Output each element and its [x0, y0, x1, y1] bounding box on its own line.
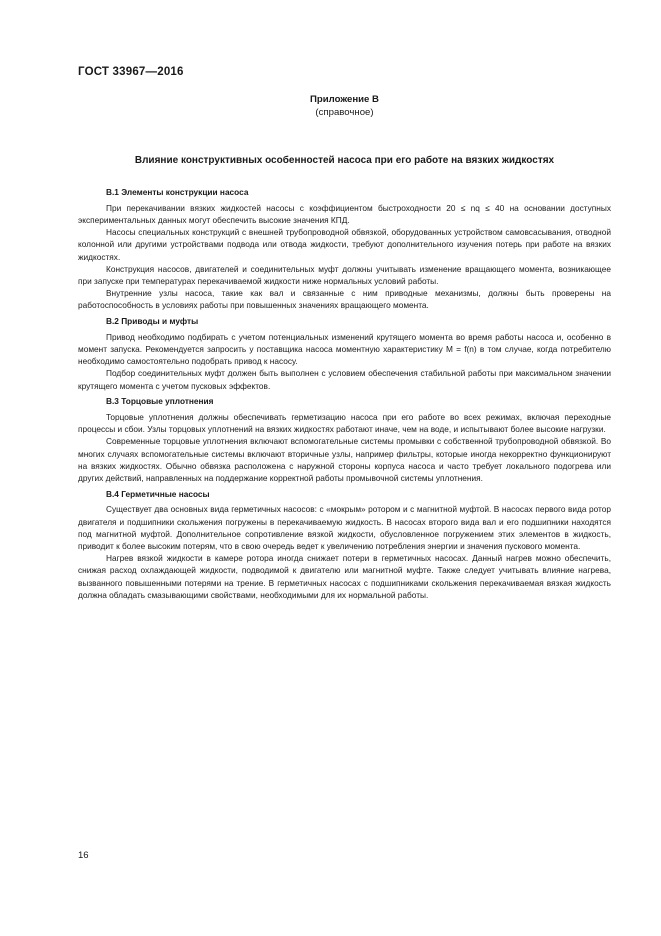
section-heading: В.4 Герметичные насосы [106, 488, 210, 499]
appendix-heading [78, 93, 611, 119]
section-heading: В.3 Торцовые уплотнения [106, 396, 214, 407]
paragraph: Современные торцовые уплотнения включают вспомогательные системы промывки с собственной трубопроводной обвязкой. Во многих случаях вспомогательные системы включают вторичные узлы, например фильтры, которые иногда некорректно функционируют на вязких жидкостях. Обычно обвязка расположена с наружной стороны корпуса насоса и часто требует локального подогрева или других действий, направленных на поддержание корректной работы промывочной системы уплотнения. [78, 436, 611, 483]
paragraph: Подбор соединительных муфт должен быть выполнен с условием обеспечения стабильной работы при максимальном значении крутящего момента с учетом пусковых эффектов. [78, 368, 611, 391]
paragraph: Насосы специальных конструкций с внешней трубопроводной обвязкой, оборудованных устройством самовсасывания, отводной колонной или другими устройствами подвода или отвода жидкости, требуют дополнительного изучения потерь при работе на вязких жидкостях. [78, 227, 611, 262]
paragraph [78, 202, 611, 226]
paragraph: Внутренние узлы насоса, такие как вал и связанные с ним приводные механизмы, должны быть проверены на работоспособность в условиях работы при повышенных значениях вращающего момента. [78, 288, 611, 311]
paragraph: Существует два основных вида герметичных насосов: с «мокрым» ротором и с магнитной муфтой. В насосах первого вида ротор двигателя и подшипники скольжения погружены в перекачиваемую жидкость. В насосах второго вида вал и его подшипники находятся под магнитной муфтой. Дополнительное сопротивление вязкой жидкости, обусловленное погружением этих элементов в жидкость, приводит к более высоким потерям, что в свою очередь ведет к увеличению потребления энергии и значения пускового момента. [78, 504, 611, 551]
paragraph: Привод необходимо подбирать с учетом потенциальных изменений крутящего момента во время работы насоса и, особенно в момент запуска. Рекомендуется запросить у поставщика насоса моментную характеристику M = f(n) в том случае, когда потребителю необходимо самостоятельно подобрать привод к насосу. [78, 331, 611, 367]
paragraph: Торцовые уплотнения должны обеспечивать герметизацию насоса при его работе во всех режимах, включая переходные процессы и сбои. Узлы торцовых уплотнений на вязких жидкостях работают иначе, чем на воде, и испытывают более высокие нагрузки. [78, 411, 611, 435]
section-heading: В.2 Приводы и муфты [106, 316, 199, 327]
document-header: ГОСТ 33967—2016 [78, 66, 184, 78]
paragraph: Конструкция насосов, двигателей и соединительных муфт должны учитывать изменение вращающего момента, возникающее при запуске при температурах перекачиваемой жидкости ниже нормальных условий работы. [78, 263, 611, 286]
main-title: Влияние конструктивных особенностей насоса при его работе на вязких жидкостях [134, 155, 555, 166]
paragraph-text: При перекачивании вязких жидкостей насосы с коэффициентом быстроходности 20 ≤ nq ≤ 40 на основании доступных экспериментальных данных могут обеспечить высокие значения КПД. [78, 202, 611, 225]
section-heading: В.1 Элементы конструкции насоса [106, 187, 249, 197]
appendix-title: Приложение В [310, 94, 379, 105]
paragraph: Нагрев вязкой жидкости в камере ротора иногда снижает потери в герметичных насосах. Данный нагрев можно обеспечить, снижая расход охлаждающей жидкости, подводимой к двигателю или магнитной муфте. Также следует учитывать влияние нагрева, вызванного повышенными потерями на трение. В герметичных насосах с подшипниками скольжения перекачиваемая вязкая жидкость должна обладать смазывающими свойствами, необходимыми для их нормальной работы. [78, 553, 611, 600]
document-body [78, 186, 611, 601]
page-number: 16 [78, 850, 89, 861]
appendix-subtitle: (справочное) [315, 107, 374, 118]
